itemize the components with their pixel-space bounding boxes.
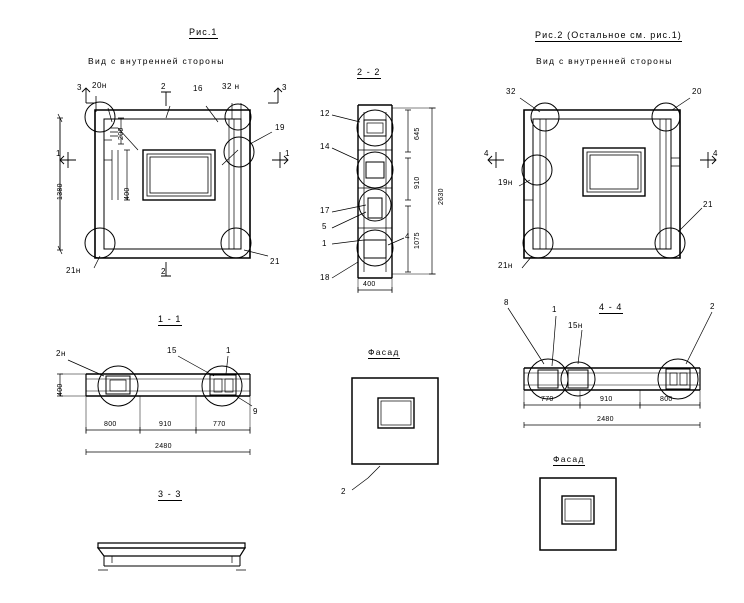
section-1-1-title: 1 - 1: [158, 314, 182, 324]
sec11-mark-9: 9: [253, 407, 258, 416]
sec44-mark-15n: 15н: [568, 321, 583, 330]
fig1-mark-32n: 32 н: [222, 82, 240, 91]
sec44-dim-800: 800: [660, 396, 673, 403]
section-2-2-title: 2 - 2: [357, 67, 381, 77]
fig1-mark-16: 16: [193, 84, 203, 93]
fig1-title: Рис.1: [189, 27, 218, 37]
sec22-mark-17: 17: [320, 206, 330, 215]
fig1-mark-1-right: 1: [285, 149, 290, 158]
sec22-mark-12: 12: [320, 109, 330, 118]
fig2-subtitle: Вид с внутренней стороны: [536, 56, 673, 66]
sec11-dim-770: 770: [213, 421, 226, 428]
sec22-dim-400: 400: [363, 281, 376, 288]
fig1-mark-3-left: 3: [77, 83, 82, 92]
sec22-mark-14: 14: [320, 142, 330, 151]
fig2-mark-19n: 19н: [498, 178, 513, 187]
fig2-mark-20: 20: [692, 87, 702, 96]
sec44-mark-1: 1: [552, 305, 557, 314]
facade-1-title: Фасад: [368, 347, 400, 357]
sec11-mark-2n: 2н: [56, 349, 66, 358]
fig1-mark-21n: 21н: [66, 266, 81, 275]
fig1-mark-1-left: 1: [56, 149, 61, 158]
sec22-mark-5: 5: [322, 222, 327, 231]
fig1-mark-2-bottom: 2: [161, 267, 166, 276]
fig1-mark-21: 21: [270, 257, 280, 266]
sec11-dim-400: 400: [57, 383, 64, 396]
fig2-mark-4-right: 4: [713, 149, 718, 158]
sec44-dim-770: 770: [541, 396, 554, 403]
sec44-dim-2480: 2480: [597, 416, 614, 423]
fig2-mark-21: 21: [703, 200, 713, 209]
sec44-mark-8: 8: [504, 298, 509, 307]
sec44-dim-910: 910: [600, 396, 613, 403]
fig2-title: Рис.2 (Остальное см. рис.1): [535, 30, 682, 40]
sec22-dim-910: 910: [414, 176, 421, 189]
sec11-dim-910: 910: [159, 421, 172, 428]
section-4-4-title: 4 - 4: [599, 302, 623, 312]
fig1-mark-20n: 20н: [92, 81, 107, 90]
sec44-mark-2: 2: [710, 302, 715, 311]
fig2-mark-4-left: 4: [484, 149, 489, 158]
fig2-mark-21n: 21н: [498, 261, 513, 270]
sec11-mark-15: 15: [167, 346, 177, 355]
fig1-dim-1380: 1380: [57, 183, 64, 200]
fig1-mark-2-top: 2: [161, 82, 166, 91]
sec22-mark-4: 4: [405, 232, 410, 241]
facade-2-title: Фасад: [553, 454, 585, 464]
sec22-mark-18: 18: [320, 273, 330, 282]
fig1-mark-19: 19: [275, 123, 285, 132]
fig1-mark-3-right: 3: [282, 83, 287, 92]
fig1-subtitle: Вид с внутренней стороны: [88, 56, 225, 66]
facade1-mark-2: 2: [341, 487, 346, 496]
sec11-dim-2480: 2480: [155, 443, 172, 450]
sec11-mark-1: 1: [226, 346, 231, 355]
sec22-mark-1: 1: [322, 239, 327, 248]
sec11-dim-800: 800: [104, 421, 117, 428]
sec22-dim-645: 645: [414, 127, 421, 140]
fig2-mark-32: 32: [506, 87, 516, 96]
fig1-dim-400: 400: [124, 187, 131, 200]
fig1-dim-200: 200: [118, 127, 125, 140]
sec22-dim-1075: 1075: [414, 232, 421, 249]
section-3-3-title: 3 - 3: [158, 489, 182, 499]
sec22-dim-2630: 2630: [438, 188, 445, 205]
